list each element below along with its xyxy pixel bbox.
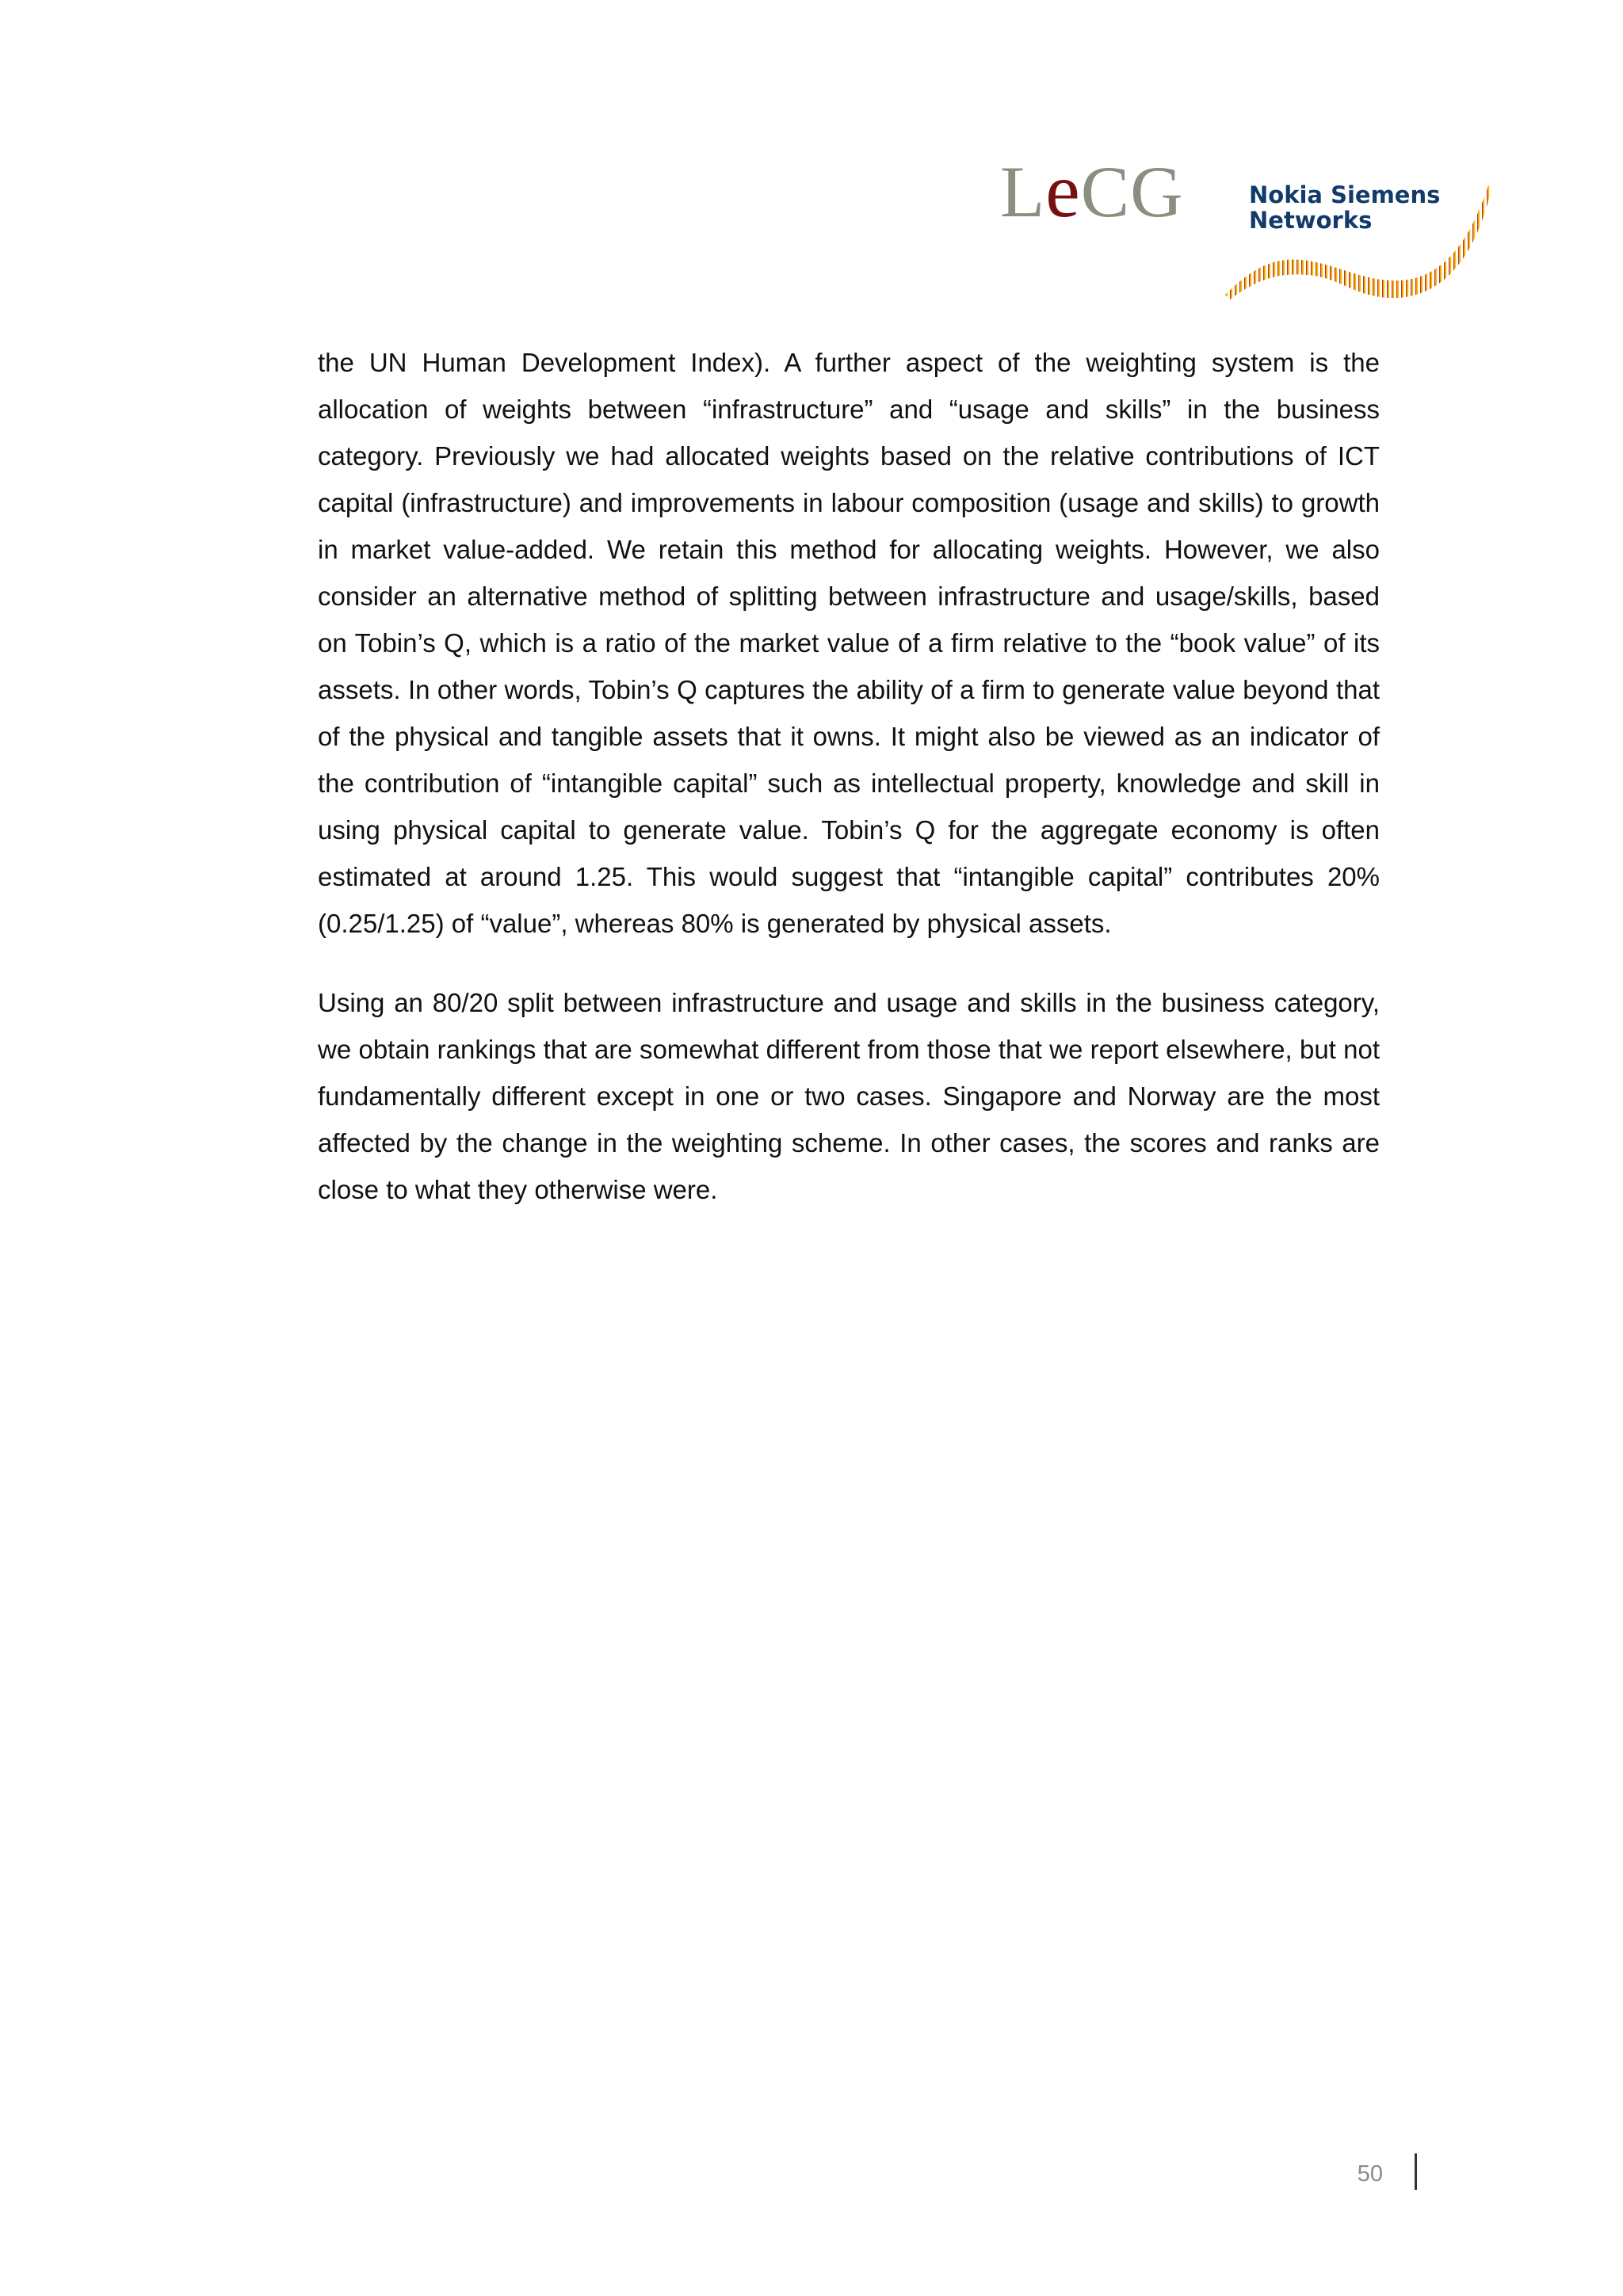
page-number: 50 — [1357, 2161, 1383, 2187]
paragraph-weighting-system: the UN Human Development Index). A further aspect of the weighting system is the allocation of weights between “infrastructure” and “usage and skills” in the business category. Previously we had allocated weights based on the relative contributions of ICT capital (infrastructure) and improvements in labour composition (usage and skills) to growth in market value-added. We retain this method for allocating weights. However, we also consider an alternative method of splitting between infrastructure and usage/skills, based on Tobin’s Q, which is a ratio of the market value of a firm relative to the “book value” of its assets. In other words, Tobin’s Q captures the ability of a firm to generate value beyond that of the physical and tangible assets that it owns. It might also be viewed as an indicator of the contribution of “intangible capital” such as intellectual property, knowledge and skill in using physical capital to generate value. Tobin’s Q for the aggregate economy is often estimated at around 1.25. This would suggest that “intangible capital” contributes 20% (0.25/1.25) of “value”, whereas 80% is generated by physical assets. — [318, 348, 1380, 938]
lecg-logo: LeCG — [1000, 148, 1184, 234]
body-text — [318, 339, 1380, 1213]
nsn-logo-line1: Nokia Siemens — [1249, 181, 1441, 208]
nsn-logo-line2: Networks — [1249, 207, 1373, 234]
nokia-siemens-networks-logo — [1225, 176, 1495, 303]
paragraph-80-20-split: Using an 80/20 split between infrastructure and usage and skills in the business category, we obtain rankings that are somewhat different from those that we report elsewhere, but not fundamentally different except in one or two cases. Singapore and Norway are the most affected by the change in the weighting scheme. In other cases, the scores and ranks are close to what they otherwise were. — [318, 988, 1380, 1204]
page-number-rule — [1415, 2153, 1417, 2190]
nsn-logo-text — [1249, 182, 1440, 233]
